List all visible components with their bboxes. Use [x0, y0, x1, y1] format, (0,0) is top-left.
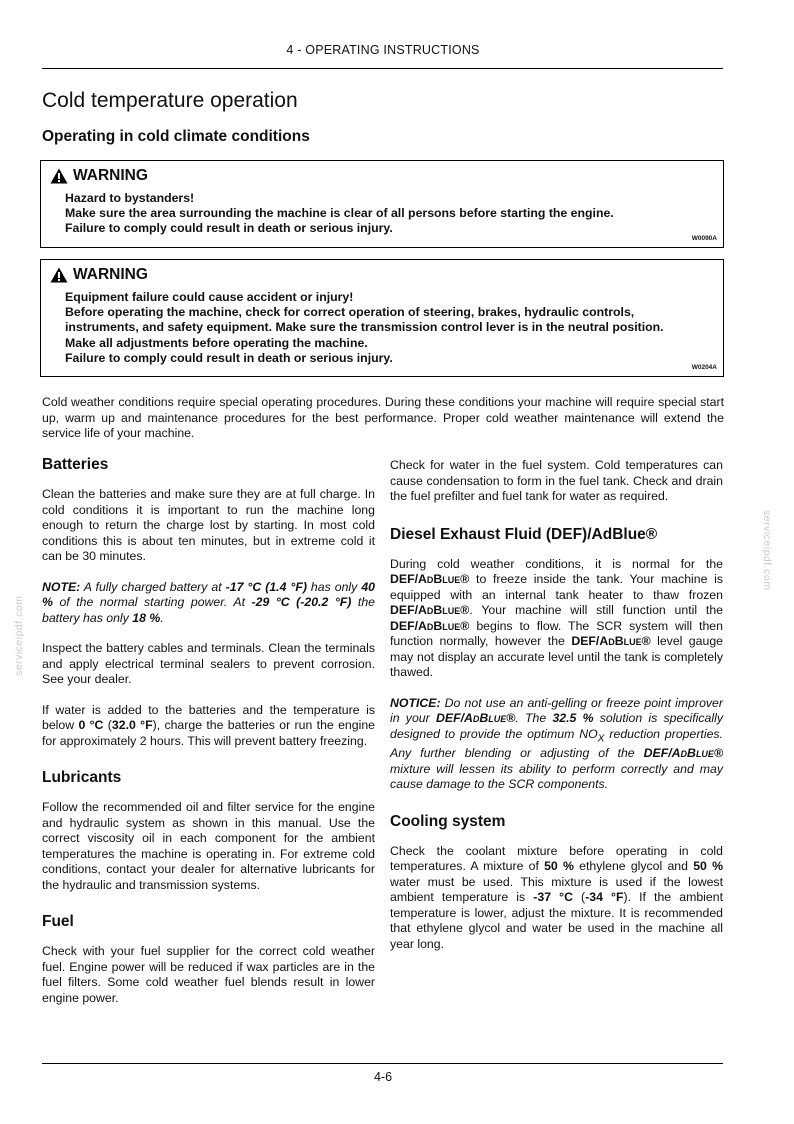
intro-paragraph: Cold weather conditions require special operating procedures. During these conditions your machine will require special start up, warm up and maintenance procedures for the best performance. Proper cold weather maintenance will extend the service life of your machine.: [42, 395, 724, 440]
def-heading: Diesel Exhaust Fluid (DEF)/AdBlue®: [390, 525, 658, 543]
watermark-right: serviceipdf.com: [761, 510, 773, 591]
warning-header: [50, 167, 148, 185]
warning-box-equipment: [40, 259, 724, 377]
fuel-heading: Fuel: [42, 913, 74, 930]
warning-triangle-icon: [50, 168, 68, 184]
warning-label: WARNING: [73, 167, 148, 184]
def-brand-name: DEF/AdBlue®: [390, 618, 470, 633]
section-subtitle: Operating in cold climate conditions: [42, 128, 310, 145]
right-column: [390, 458, 723, 967]
lubricants-heading: Lubricants: [42, 769, 122, 786]
warning-label: WARNING: [73, 266, 148, 283]
def-brand-name: DEF/AdBlue®: [390, 572, 470, 586]
warning-text: [65, 191, 715, 237]
def-brand-name: DEF/AdBlue®: [435, 711, 516, 725]
page-number: 4-6: [373, 1070, 393, 1084]
batteries-paragraph: If water is added to the batteries and the temperature is below 0 °C (32.0 °F), charge the batteries or run the engine for approximately 2 hours. This will prevent battery freezing.: [42, 702, 376, 748]
cooling-heading: Cooling system: [390, 812, 506, 830]
def-brand-name: DEF/AdBlue®: [390, 603, 470, 617]
warning-line: Before operating the machine, check for correct operation of steering, brakes, hydraulic controls,: [65, 305, 635, 320]
footer-rule: [42, 1063, 723, 1064]
batteries-paragraph: Inspect the battery cables and terminals. Clean the terminals and apply electrical terminal sealers to prevent corrosion. See your dealer.: [42, 641, 375, 686]
lubricants-paragraph: Follow the recommended oil and filter service for the engine and hydraulic system as shown in this manual. Use the correct viscosity oil in each component for the ambient temperatures the machine is operating in. For extreme cold conditions, contact your dealer for alternative lubricants for the hydraulic and transmission systems.: [42, 800, 375, 892]
def-brand-name: DEF/AdBlue®: [643, 746, 723, 761]
warning-triangle-icon: [50, 267, 68, 283]
fuel-paragraph: Check with your fuel supplier for the correct cold weather fuel. Engine power will be reduced if wax particles are in the fuel filters. Some cold weather fuel blends result in lower engine power.: [42, 944, 375, 1005]
batteries-heading: Batteries: [42, 456, 109, 473]
batteries-paragraph: Clean the batteries and make sure they are at full charge. In cold conditions it is important to run the machine long enough to return the charge lost by starting. In most cold conditions this is about ten minutes, but in extreme cold it can be 30 minutes.: [42, 487, 375, 563]
warning-line: Hazard to bystanders!: [65, 191, 195, 205]
def-brand-name: DEF/AdBlue®: [571, 634, 651, 648]
warning-line: Failure to comply could result in death or serious injury.: [65, 221, 393, 236]
warning-line: Make all adjustments before operating the machine.: [65, 335, 368, 350]
watermark-left: serviceipdf.com: [13, 595, 25, 676]
fuel-paragraph: Check for water in the fuel system. Cold temperatures can cause condensation to form in the fuel tank. Check and drain the fuel prefilter and fuel tank for water as required.: [390, 458, 723, 503]
def-paragraph: During cold weather conditions, it is normal for the DEF/AdBlue® to freeze inside the tank. Your machine is equipped with an internal tank heater to thaw frozen DEF/AdBlue®. Your machine will still function until the DEF/AdBlue® begins to flow. The SCR system will then function normally, however the DEF/AdBlue® level gauge may not display an accurate level until the tank is completely thawed.: [390, 556, 724, 679]
warning-box-bystanders: [40, 160, 724, 248]
def-notice: NOTICE: Do not use an anti-gelling or freeze point improver in your DEF/AdBlue®. The 32.5 % solution is specifically designed to provide the optimum $NO_X$ reduction properties. Any further blending or adjusting of the DEF/AdBlue® mixture will lessen its ability to perform correctly and may cause damage to the SCR components.: [390, 695, 723, 792]
warning-line: Make sure the area surrounding the machine is clear of all persons before starting the engine.: [65, 206, 614, 221]
warning-line: Equipment failure could cause accident or injury!: [65, 290, 354, 304]
warning-line: Failure to comply could result in death or serious injury.: [65, 350, 393, 365]
left-column: [42, 456, 375, 1021]
warning-text: [65, 290, 715, 366]
cooling-paragraph: Check the coolant mixture before operating in cold temperatures. A mixture of 50 % ethylene glycol and 50 % water must be used. This mixture is used if the lowest ambient temperature is -37 °C (-34 °F). If the ambient temperature is lower, adjust the mixture. It is recommended that ethylene glycol and water be used in the machine all year long.: [390, 843, 724, 951]
warning-line: instruments, and safety equipment. Make sure the transmission control lever is in the neutral position.: [65, 320, 664, 335]
running-header: 4 - OPERATING INSTRUCTIONS: [286, 43, 480, 57]
header-rule: [42, 68, 723, 69]
warning-header: [50, 266, 148, 284]
warning-code: W0090A: [691, 235, 717, 242]
page-title: Cold temperature operation: [42, 89, 298, 112]
batteries-note: NOTE: A fully charged battery at -17 °C (1.4 °F) has only 40 % of the normal starting power. At -29 °C (-20.2 °F) the battery has only 18 %.: [42, 579, 376, 625]
warning-code: W0204A: [691, 364, 717, 371]
